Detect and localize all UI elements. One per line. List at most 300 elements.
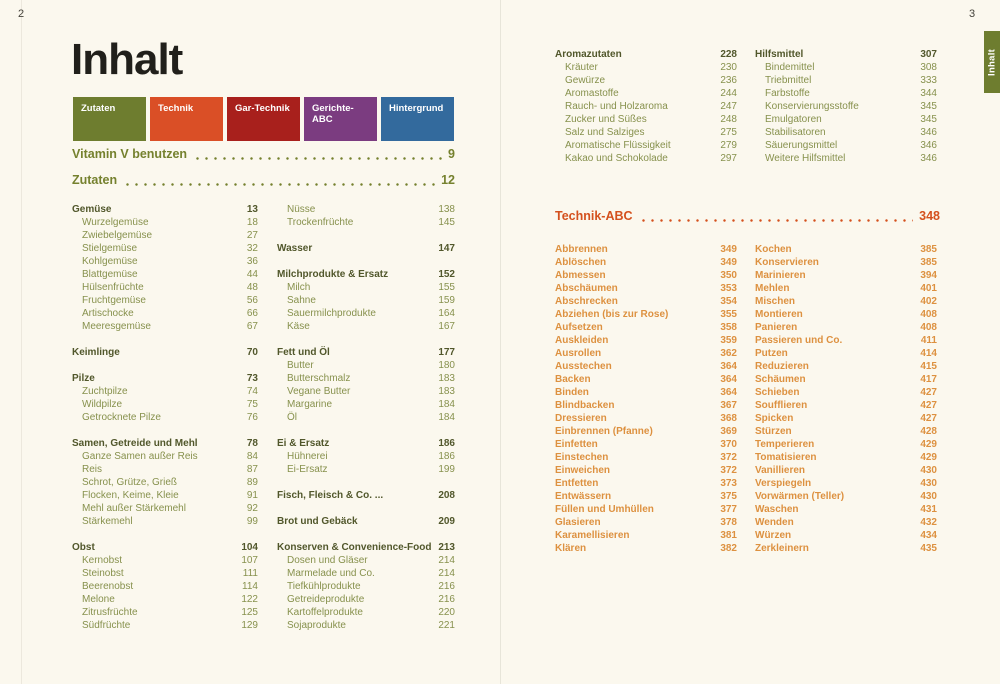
toc-entry-label: Stürzen [755,426,792,437]
toc-entry-row [72,515,258,528]
toc-entry-row [72,411,258,424]
toc-entry-page: 87 [246,464,258,475]
toc-entry-row [755,516,937,529]
toc-entry-row [755,360,937,373]
tab-gar-technik [227,97,300,141]
toc-entry-row [755,61,937,74]
toc-entry-label: Schrot, Grütze, Grieß [82,477,178,488]
toc-entry-page: 430 [920,465,937,476]
toc-entry-row [555,334,737,347]
toc-entry-label: Auskleiden [555,335,609,346]
toc-entry-page: 76 [246,412,258,423]
toc-entry-label: Einbrennen (Pfanne) [555,426,653,437]
toc-entry-label: Meeresgemüse [82,321,151,332]
toc-entry-page: 364 [720,361,737,372]
aromazutaten-toc-column [555,48,737,178]
toc-entry-label: Milch [287,282,311,293]
toc-entry-row [755,373,937,386]
toc-entry-label: Putzen [755,348,788,359]
toc-entry-page: 427 [920,413,937,424]
toc-entry-label: Tomatisieren [755,452,817,463]
toc-entry-row [72,463,258,476]
toc-entry-row [555,542,737,555]
toc-entry-page: 27 [246,230,258,241]
overview-label: Zutaten [72,173,118,187]
toc-entry-page: 333 [920,75,937,86]
toc-entry-row [755,87,937,100]
toc-entry-row [555,308,737,321]
left-page-number: 2 [18,8,25,20]
toc-entry-row [755,74,937,87]
toc-entry-row [755,113,937,126]
toc-entry-page: 155 [438,282,455,293]
toc-entry-label: Kochen [755,244,792,255]
toc-section-row [72,372,258,385]
toc-entry-label: Milchprodukte & Ersatz [277,269,389,280]
toc-entry-row [555,490,737,503]
toc-entry-label: Binden [555,387,589,398]
toc-entry-page: 199 [438,464,455,475]
dot-leader [193,155,442,160]
toc-entry-label: Ganze Samen außer Reis [82,451,198,462]
toc-entry-label: Fruchtgemüse [82,295,146,306]
toc-entry-label: Melone [82,594,115,605]
technik-abc-label: Technik-ABC [555,209,633,223]
toc-entry-page: 367 [720,400,737,411]
toc-entry-page: 111 [242,568,258,579]
toc-entry-label: Vanillieren [755,465,806,476]
toc-entry-row [72,489,258,502]
toc-entry-label: Emulgatoren [765,114,822,125]
toc-entry-page: 230 [720,62,737,73]
toc-entry-label: Waschen [755,504,799,515]
toc-entry-label: Schieben [755,387,800,398]
toc-entry-label: Fisch, Fleisch & Co. ... [277,490,384,501]
toc-group [277,437,455,476]
toc-entry-row [555,360,737,373]
toc-entry-row [755,269,937,282]
toc-entry-page: 208 [438,490,455,501]
toc-entry-page: 402 [920,296,937,307]
toc-entry-page: 13 [246,204,258,215]
toc-entry-row [555,87,737,100]
toc-entry-row [72,502,258,515]
toc-entry-label: Wenden [755,517,794,528]
toc-section-row [72,541,258,554]
toc-section-row [72,346,258,359]
toc-entry-page: 164 [438,308,455,319]
toc-section-row [277,489,455,502]
toc-entry-label: Beerenobst [82,581,134,592]
toc-entry-label: Mischen [755,296,796,307]
toc-entry-row [72,385,258,398]
toc-entry-row [277,567,455,580]
toc-entry-page: 344 [920,88,937,99]
toc-group [555,48,737,165]
toc-entry-label: Zitrusfrüchte [82,607,138,618]
toc-entry-label: Karamellisieren [555,530,630,541]
toc-entry-row [555,74,737,87]
toc-entry-page: 408 [920,309,937,320]
hilfsmittel-toc-column [755,48,937,178]
toc-entry-row [755,334,937,347]
toc-entry-label: Ei-Ersatz [287,464,328,475]
toc-entry-label: Getrocknete Pilze [82,412,161,423]
toc-entry-row [555,126,737,139]
toc-entry-label: Einstechen [555,452,609,463]
toc-entry-page: 372 [720,452,737,463]
toc-entry-label: Samen, Getreide und Mehl [72,438,198,449]
toc-entry-label: Zucker und Süßes [565,114,647,125]
toc-entry-label: Aromastoffe [565,88,619,99]
toc-entry-page: 429 [920,452,937,463]
toc-entry-label: Klären [555,543,587,554]
toc-entry-page: 216 [438,594,455,605]
toc-entry-row [72,229,258,242]
toc-entry-row [755,399,937,412]
toc-entry-page: 382 [720,543,737,554]
toc-group [277,541,455,632]
toc-entry-page: 350 [720,270,737,281]
toc-entry-row [555,347,737,360]
toc-entry-label: Stärkemehl [82,516,133,527]
toc-entry-page: 177 [438,347,455,358]
toc-entry-label: Stielgemüse [82,243,138,254]
toc-entry-row [277,554,455,567]
toc-entry-row [755,256,937,269]
toc-entry-row [72,242,258,255]
toc-entry-row [277,216,455,229]
toc-entry-row [555,269,737,282]
toc-entry-row [555,438,737,451]
toc-entry-page: 297 [720,153,737,164]
toc-entry-row [755,503,937,516]
toc-entry-page: 78 [246,438,258,449]
toc-entry-label: Temperieren [755,439,815,450]
toc-entry-row [72,268,258,281]
toc-entry-label: Mehl außer Stärkemehl [82,503,186,514]
toc-entry-page: 209 [438,516,455,527]
toc-entry-page: 430 [920,491,937,502]
toc-entry-label: Marmelade und Co. [287,568,375,579]
toc-entry-label: Hülsenfrüchte [82,282,144,293]
page-title: Inhalt [71,35,183,84]
toc-entry-label: Trockenfrüchte [287,217,354,228]
chapter-tab-strip [73,97,454,141]
toc-entry-label: Marinieren [755,270,806,281]
overview-line-zutaten [72,174,455,188]
toc-entry-label: Vegane Butter [287,386,351,397]
toc-entry-label: Ei & Ersatz [277,438,330,449]
toc-entry-page: 18 [246,217,258,228]
toc-entry-row [72,606,258,619]
toc-entry-page: 346 [920,153,937,164]
toc-entry-row [555,477,737,490]
inhalt-side-tab: Inhalt [984,31,1000,93]
toc-entry-label: Triebmittel [765,75,812,86]
tab-label: Technik [158,103,194,114]
tab-label: Hintergrund [389,103,444,114]
toc-entry-page: 44 [246,269,258,280]
toc-entry-row [277,359,455,372]
toc-entry-page: 353 [720,283,737,294]
tab-label: Zutaten [81,103,116,114]
toc-entry-page: 122 [241,594,258,605]
toc-group [72,372,258,424]
toc-entry-row [277,619,455,632]
toc-entry-page: 147 [438,243,455,254]
toc-entry-label: Blindbacken [555,400,615,411]
toc-entry-page: 183 [438,386,455,397]
page-edge-line [21,0,22,684]
toc-entry-label: Zuchtpilze [82,386,128,397]
toc-entry-page: 159 [438,295,455,306]
toc-section-row [277,346,455,359]
tab-label: Gar-Technik [235,103,290,114]
toc-entry-label: Säuerungsmittel [765,140,838,151]
toc-entry-row [277,450,455,463]
toc-entry-label: Käse [287,321,310,332]
toc-entry-page: 394 [920,270,937,281]
toc-entry-label: Sojaprodukte [287,620,346,631]
toc-entry-row [755,386,937,399]
toc-group [755,48,937,165]
toc-entry-label: Sahne [287,295,316,306]
toc-entry-page: 114 [242,581,258,592]
toc-entry-row [555,503,737,516]
technik-abc-column-2 [755,243,937,555]
toc-entry-row [755,282,937,295]
toc-entry-label: Farbstoffe [765,88,810,99]
toc-entry-page: 345 [920,101,937,112]
toc-entry-row [72,307,258,320]
toc-entry-label: Vorwärmen (Teller) [755,491,845,502]
overview-line-vitamin-v [72,148,455,162]
toc-entry-page: 355 [720,309,737,320]
toc-entry-row [277,203,455,216]
toc-entry-label: Öl [287,412,297,423]
toc-section-row [277,515,455,528]
toc-group [277,268,455,333]
toc-group [72,437,258,528]
toc-entry-page: 66 [246,308,258,319]
toc-entry-row [277,320,455,333]
toc-entry-label: Entfetten [555,478,599,489]
toc-entry-page: 431 [920,504,937,515]
toc-entry-label: Bindemittel [765,62,815,73]
toc-entry-label: Reduzieren [755,361,809,372]
tab-technik [150,97,223,141]
toc-entry-page: 368 [720,413,737,424]
toc-entry-label: Wasser [277,243,313,254]
toc-entry-label: Kräuter [565,62,598,73]
toc-entry-row [72,216,258,229]
toc-entry-page: 362 [720,348,737,359]
toc-entry-label: Fett und Öl [277,347,330,358]
toc-entry-label: Salz und Salziges [565,127,645,138]
toc-entry-page: 385 [920,244,937,255]
toc-entry-label: Passieren und Co. [755,335,843,346]
toc-entry-page: 377 [720,504,737,515]
toc-entry-row [555,529,737,542]
toc-section-row [555,48,737,61]
toc-entry-label: Reis [82,464,103,475]
toc-entry-row [755,139,937,152]
toc-entry-row [277,372,455,385]
toc-entry-label: Hühnerei [287,451,328,462]
toc-entry-label: Aromazutaten [555,49,622,60]
toc-entry-row [72,398,258,411]
toc-entry-label: Zwiebelgemüse [82,230,153,241]
toc-entry-label: Butterschmalz [287,373,351,384]
toc-entry-page: 36 [246,256,258,267]
toc-entry-row [755,347,937,360]
toc-entry-label: Getreideprodukte [287,594,365,605]
toc-group [72,346,258,359]
toc-entry-label: Kartoffelprodukte [287,607,363,618]
toc-group [277,346,455,424]
toc-entry-label: Backen [555,374,591,385]
toc-entry-label: Kakao und Schokolade [565,153,668,164]
toc-entry-page: 184 [438,399,455,410]
toc-group [277,515,455,528]
toc-entry-page: 346 [920,140,937,151]
toc-entry-label: Montieren [755,309,803,320]
toc-entry-page: 74 [246,386,258,397]
toc-entry-page: 428 [920,426,937,437]
zutaten-toc-column-2 [277,203,455,645]
toc-entry-label: Panieren [755,322,798,333]
toc-entry-row [555,61,737,74]
toc-entry-page: 279 [720,140,737,151]
toc-entry-row [72,294,258,307]
tab-gerichte-abc [304,97,377,141]
toc-entry-page: 434 [920,530,937,541]
toc-entry-row [555,282,737,295]
toc-entry-row [755,464,937,477]
toc-entry-page: 381 [720,530,737,541]
toc-entry-page: 349 [720,257,737,268]
tab-zutaten [73,97,146,141]
toc-entry-label: Dosen und Gläser [287,555,368,566]
toc-entry-row [277,580,455,593]
toc-entry-page: 213 [438,542,455,553]
toc-entry-label: Verspiegeln [755,478,812,489]
toc-entry-row [755,100,937,113]
toc-entry-row [72,580,258,593]
toc-entry-page: 411 [920,335,937,346]
toc-entry-label: Konserven & Convenience-Food [277,542,432,553]
technik-abc-column-1 [555,243,737,555]
toc-entry-page: 145 [438,217,455,228]
toc-entry-page: 67 [246,321,258,332]
toc-entry-row [555,373,737,386]
toc-entry-page: 358 [720,322,737,333]
toc-entry-row [555,256,737,269]
toc-entry-page: 359 [720,335,737,346]
toc-entry-row [277,606,455,619]
toc-entry-page: 84 [246,451,258,462]
toc-entry-page: 186 [438,451,455,462]
toc-entry-row [277,294,455,307]
toc-entry-page: 354 [720,296,737,307]
toc-entry-label: Gewürze [565,75,606,86]
toc-group [72,203,258,333]
toc-entry-row [755,295,937,308]
toc-entry-page: 70 [246,347,258,358]
toc-entry-label: Margarine [287,399,333,410]
toc-entry-row [755,438,937,451]
toc-entry-row [555,100,737,113]
toc-entry-page: 375 [720,491,737,502]
toc-group [277,242,455,255]
toc-entry-row [277,398,455,411]
toc-entry-label: Abschrecken [555,296,618,307]
toc-entry-page: 244 [720,88,737,99]
toc-entry-label: Wildpilze [82,399,123,410]
toc-entry-label: Glasieren [555,517,601,528]
toc-entry-label: Abschäumen [555,283,618,294]
toc-entry-page: 307 [920,49,937,60]
toc-entry-label: Spicken [755,413,794,424]
overview-page: 12 [441,173,455,187]
toc-entry-label: Tiefkühlprodukte [287,581,361,592]
overview-label: Vitamin V benutzen [72,147,188,161]
toc-entry-page: 152 [438,269,455,280]
toc-group [277,203,455,229]
toc-entry-row [755,490,937,503]
toc-entry-page: 364 [720,374,737,385]
toc-entry-label: Einfetten [555,439,598,450]
toc-entry-label: Aufsetzen [555,322,603,333]
toc-entry-label: Wurzelgemüse [82,217,149,228]
toc-entry-label: Butter [287,360,314,371]
toc-entry-row [555,295,737,308]
toc-section-row [755,48,937,61]
toc-entry-label: Ausstechen [555,361,612,372]
toc-entry-row [555,113,737,126]
toc-entry-page: 214 [438,568,455,579]
toc-entry-page: 89 [246,477,258,488]
toc-entry-label: Kohlgemüse [82,256,138,267]
toc-entry-label: Weitere Hilfsmittel [765,153,846,164]
toc-entry-page: 414 [920,348,937,359]
toc-section-row [72,437,258,450]
overview-page: 9 [448,147,455,161]
toc-entry-label: Keimlinge [72,347,120,358]
technik-abc-heading-line [555,210,940,224]
toc-entry-page: 415 [920,361,937,372]
book-spine-line [500,0,501,684]
tab-hintergrund [381,97,454,141]
toc-entry-label: Brot und Gebäck [277,516,358,527]
toc-entry-page: 184 [438,412,455,423]
toc-entry-row [555,412,737,425]
toc-entry-page: 430 [920,478,937,489]
toc-entry-label: Abziehen (bis zur Rose) [555,309,669,320]
toc-entry-page: 220 [438,607,455,618]
toc-entry-row [72,593,258,606]
toc-entry-page: 138 [438,204,455,215]
toc-entry-page: 401 [920,283,937,294]
toc-entry-page: 370 [720,439,737,450]
toc-entry-page: 91 [246,490,258,501]
toc-entry-page: 408 [920,322,937,333]
toc-entry-page: 372 [720,465,737,476]
toc-entry-label: Soufflieren [755,400,808,411]
toc-entry-label: Gemüse [72,204,112,215]
toc-entry-page: 364 [720,387,737,398]
